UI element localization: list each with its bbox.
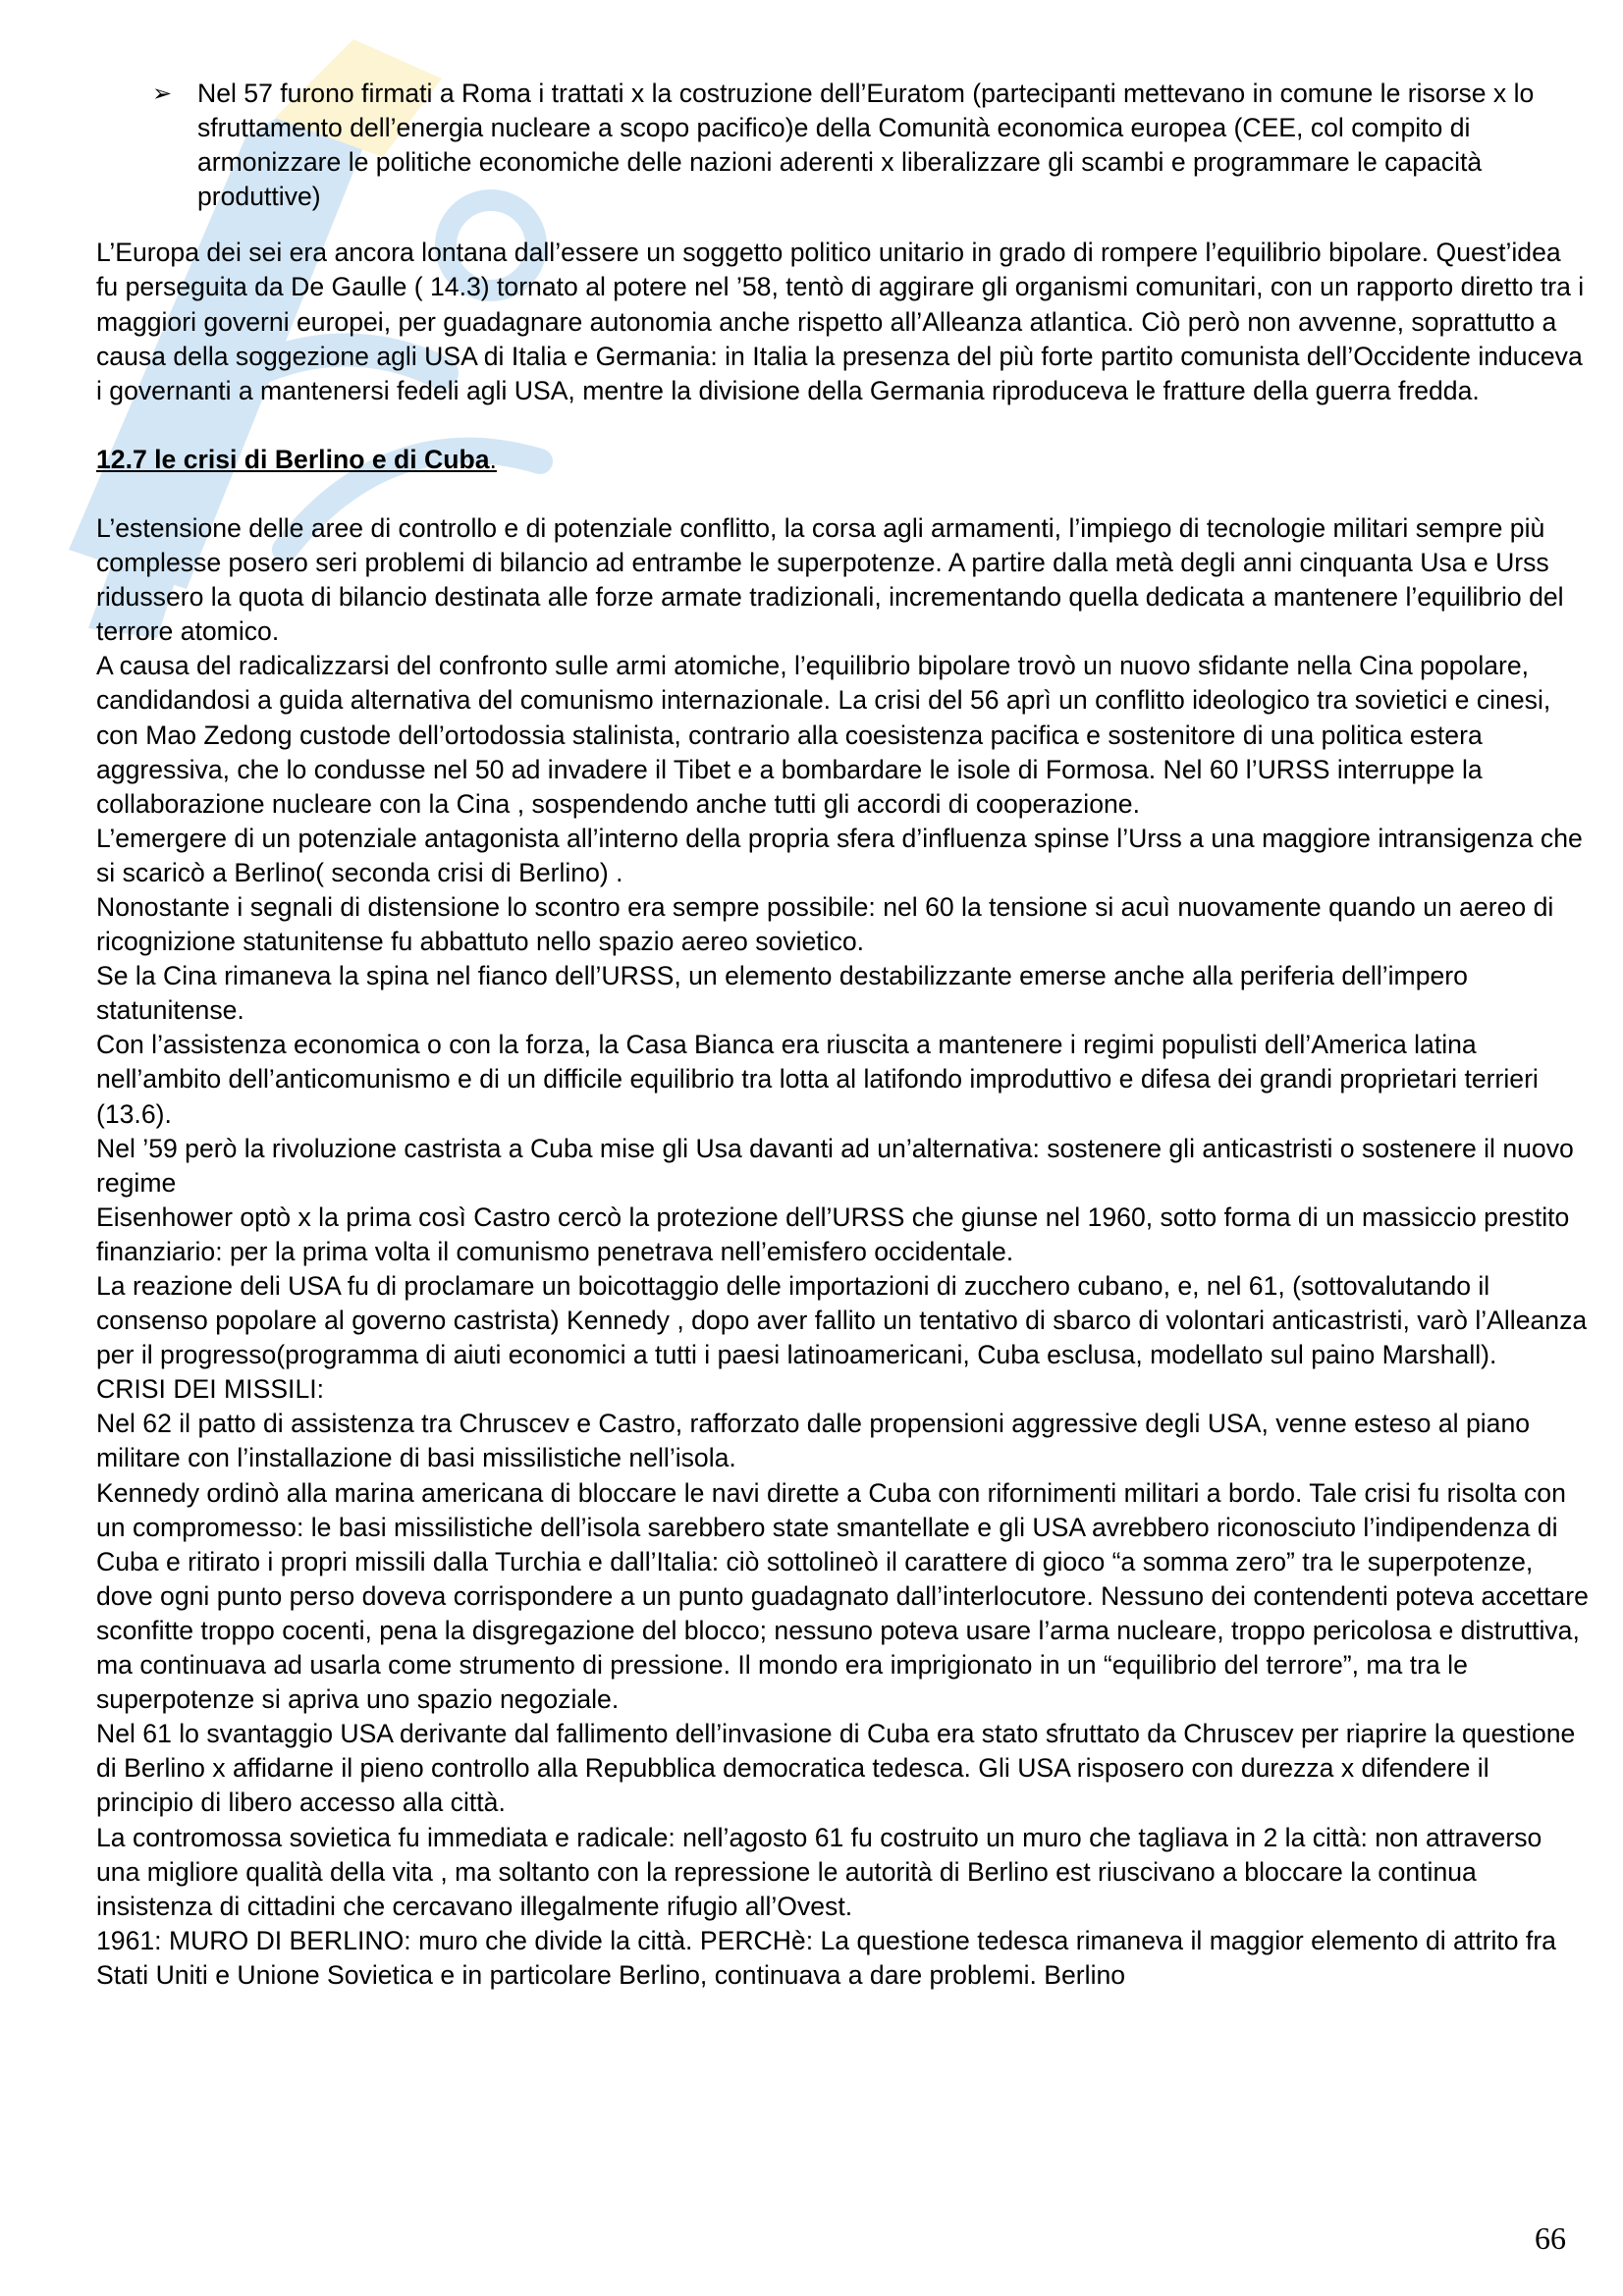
- bullet-item: [96, 77, 1589, 214]
- paragraph: Con l’assistenza economica o con la forza, la Casa Bianca era riuscita a mantenere i regimi populisti dell’America latina nell’ambito dell’anticomunismo e di un difficile equilibrio tra lotta al latifondo improduttivo e difesa dei grandi proprietari terrieri (13.6).: [96, 1030, 1539, 1129]
- section-heading: [96, 443, 1589, 477]
- paragraph: Nel ’59 però la rivoluzione castrista a Cuba mise gli Usa davanti ad un’alternativa: sostenere gli anticastristi o sostenere il nuovo regime: [96, 1133, 1574, 1198]
- paragraph: Nel 62 il patto di assistenza tra Chruscev e Castro, rafforzato dalle propensioni aggressive degli USA, venne esteso al piano militare con l’installazione di basi missilistiche nell’isola.: [96, 1409, 1531, 1473]
- page-number: 66: [1535, 2220, 1566, 2256]
- subheading-crisi-missili: CRISI DEI MISSILI:: [96, 1374, 325, 1405]
- arrow-bullet-icon: ➢: [152, 80, 173, 107]
- paragraph: Kennedy ordinò alla marina americana di bloccare le navi dirette a Cuba con rifornimenti militari a bordo. Tale crisi fu risolta con un compromesso: le basi missilistiche dell’isola sarebbero state smantellate e gli USA avrebbero riconosciuto l’indipendenza di Cuba e ritirato i propri missili dalla Turchia e dall’Italia: ciò sottolineò il carattere di gioco “a somma zero” tra le superpotenze, dove ogni punto perso doveva corrispondere a un punto guadagnato dall’interlocutore. Nessuno dei contendenti poteva accettare sconfitte troppo cocenti, pena la disgregazione del blocco; nessuno poteva usare l’arma nucleare, troppo pericolosa e distruttiva, ma continuava ad usarla come strumento di pressione. Il mondo era imprigionato in un “equilibrio del terrore”, ma tra le superpotenze si apriva uno spazio negoziale.: [96, 1477, 1589, 1715]
- paragraph: Nonostante i segnali di distensione lo scontro era sempre possibile: nel 60 la tensione si acuì nuovamente quando un aereo di ricognizione statunitense fu abbattuto nello spazio aereo sovietico.: [96, 891, 1554, 957]
- paragraph: Nel 61 lo svantaggio USA derivante dal fallimento dell’invasione di Cuba era stato sfruttato da Chruscev per riaprire la questione di Berlino x affidarne il pieno controllo alla Repubblica democratica tedesca. Gli USA risposero con durezza x difendere il principio di libero accesso alla città.: [96, 1719, 1576, 1818]
- paragraph: A causa del radicalizzarsi del confronto sulle armi atomiche, l’equilibrio bipolare trovò un nuovo sfidante nella Cina popolare, candidandosi a guida alternativa del comunismo internazionale. La crisi del 56 aprì un conflitto ideologico tra sovietici e cinesi, con Mao Zedong custode dell’ortodossia stalinista, contrario alla coesistenza pacifica e sostenitore di una politica estera aggressiva, che lo condusse nel 50 ad invadere il Tibet e a bombardare le isole di Formosa. Nel 60 l’URSS interruppe la collaborazione nucleare con la Cina , sospendendo anche tutti gli accordi di cooperazione.: [96, 651, 1551, 819]
- bullet-text: Nel 57 furono firmati a Roma i trattati x la costruzione dell’Euratom (partecipanti mettevano in comune le risorse x lo sfruttamento dell’energia nucleare a scopo pacifico)e della Comunità economica europea (CEE, col compito di armonizzare le politiche economiche delle nazioni aderenti x liberalizzare gli scambi e programmare le capacità produttive): [197, 79, 1535, 212]
- paragraph: Eisenhower optò x la prima così Castro cercò la protezione dell’URSS che giunse nel 1960, sotto forma di un massiccio prestito finanziario: per la prima volta il comunismo penetrava nell’emisfero occidentale.: [96, 1201, 1570, 1266]
- paragraph: 1961: MURO DI BERLINO: muro che divide la città. PERCHè: La questione tedesca rimaneva il maggior elemento di attrito fra Stati Uniti e Unione Sovietica e in particolare Berlino, continuava a dare problemi. Berlino: [96, 1925, 1556, 1990]
- intro-paragraph: L’Europa dei sei era ancora lontana dall’essere un soggetto politico unitario in grado di rompere l’equilibrio bipolare. Quest’idea fu perseguita da De Gaulle ( 14.3) tornato al potere nel ’58, tentò di aggirare gli organismi comunitari, con un rapporto diretto tra i maggiori governi europei, per guadagnare autonomia anche rispetto all’Alleanza atlantica. Ciò però non avvenne, soprattutto a causa della soggezione agli USA di Italia e Germania: in Italia la presenza del più forte partito comunista dell’Occidente induceva i governanti a mantenersi fedeli agli USA, mentre la divisione della Germania riproduceva le fratture della guerra fredda.: [96, 238, 1585, 405]
- document-body: [96, 77, 1589, 1993]
- section-heading-text: 12.7 le crisi di Berlino e di Cuba: [96, 444, 490, 474]
- paragraph: Se la Cina rimaneva la spina nel fianco dell’URSS, un elemento destabilizzante emerse anche alla periferia dell’impero statunitense.: [96, 961, 1468, 1026]
- paragraph: La contromossa sovietica fu immediata e radicale: nell’agosto 61 fu costruito un muro che tagliava in 2 la città: non attraverso una migliore qualità della vita , ma soltanto con la repressione le autorità di Berlino est riuscivano a bloccare la continua insistenza di cittadini che cercavano illegalmente rifugio all’Ovest.: [96, 1822, 1542, 1921]
- paragraph: L’emergere di un potenziale antagonista all’interno della propria sfera d’influenza spinse l’Urss a una maggiore intransigenza che si scaricò a Berlino( seconda crisi di Berlino) .: [96, 823, 1583, 887]
- section-lead-paragraph: L’estensione delle aree di controllo e di potenziale conflitto, la corsa agli armamenti, l’impiego di tecnologie militari sempre più complesse posero seri problemi di bilancio ad entrambe le superpotenze. A partire dalla metà degli anni cinquanta Usa e Urss ridussero la quota di bilancio destinata alle forze armate tradizionali, incrementando quella dedicata a mantenere l’equilibrio del terrore atomico.: [96, 512, 1564, 647]
- section-heading-suffix: .: [489, 444, 497, 474]
- paragraph: La reazione deli USA fu di proclamare un boicottaggio delle importazioni di zucchero cubano, e, nel 61, (sottovalutando il consenso popolare al governo castrista) Kennedy , dopo aver fallito un tentativo di sbarco di volontari anticastristi, varò l’Alleanza per il progresso(programma di aiuti economici a tutti i paesi latinoamericani, Cuba esclusa, modellato sul paino Marshall).: [96, 1271, 1588, 1370]
